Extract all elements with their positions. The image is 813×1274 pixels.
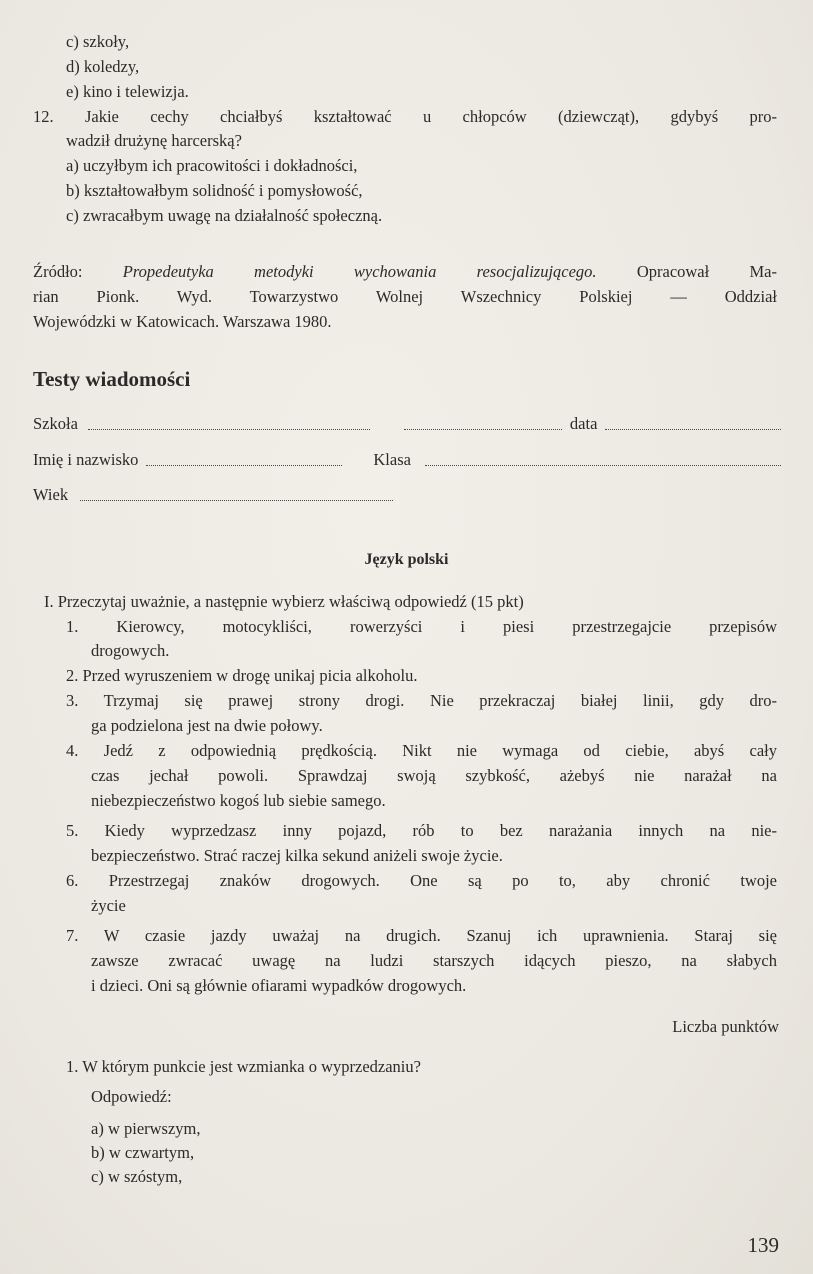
source-line-1: Źródło: Propedeutyka metodyki wychowania resocjalizującego. Opracował Ma- [33, 262, 777, 281]
passage-line: 6. Przestrzegaj znaków drogowych. One są po to, aby chronić twoje [66, 871, 777, 890]
passage-line: 1. Kierowcy, motocykliści, rowerzyści i piesi przestrzegajcie przepisów [66, 617, 777, 636]
form-row-school [33, 414, 781, 434]
name-label: Imię i nazwisko [33, 450, 139, 469]
age-field[interactable] [80, 500, 393, 501]
passage-line: czas jechał powoli. Sprawdzaj swoją szybkość, ażebyś nie narażał na [91, 766, 777, 785]
passage-line: 4. Jedź z odpowiednią prędkością. Nikt nie wymaga od ciebie, abyś cały [66, 741, 777, 760]
answer-option: b) kształtowałbym solidność i pomysłowość, [66, 181, 363, 200]
passage-line: drogowych. [91, 641, 170, 660]
points-label: Liczba punktów [672, 1017, 779, 1036]
school-field[interactable] [88, 429, 370, 430]
question-12-line-2: wadził drużynę harcerską? [66, 131, 242, 150]
date-label: data [569, 414, 598, 433]
source-line-2: rian Pionk. Wyd. Towarzystwo Wolnej Wszechnicy Polskiej — Oddział [33, 287, 777, 306]
answer-label: Odpowiedź: [91, 1087, 172, 1106]
answer-option: b) w czwartym, [91, 1143, 195, 1162]
instruction-text: I. Przeczytaj uważnie, a następnie wybierz właściwą odpowiedź (15 pkt) [44, 592, 524, 611]
passage-line: 2. Przed wyruszeniem w drogę unikaj picia alkoholu. [66, 666, 418, 685]
class-field[interactable] [425, 465, 781, 466]
section-heading: Testy wiadomości [33, 367, 191, 391]
list-item: d) koledzy, [66, 57, 140, 76]
passage-line: 5. Kiedy wyprzedzasz inny pojazd, rób to bez narażania innych na nie- [66, 821, 777, 840]
form-row-name [33, 450, 781, 470]
answer-option: c) w szóstym, [91, 1167, 183, 1186]
school-extra-field[interactable] [404, 429, 562, 430]
page-number: 139 [747, 1233, 779, 1257]
school-label: Szkoła [33, 414, 78, 433]
source-line-3: Wojewódzki w Katowicach. Warszawa 1980. [33, 312, 332, 331]
passage-line: bezpieczeństwo. Strać raczej kilka sekund aniżeli swoje życie. [91, 846, 503, 865]
passage-line: 3. Trzymaj się prawej strony drogi. Nie przekraczaj białej linii, gdy dro- [66, 691, 777, 710]
answer-option: a) w pierwszym, [91, 1119, 201, 1138]
class-label: Klasa [373, 450, 411, 469]
age-label: Wiek [33, 485, 69, 504]
passage-line: niebezpieczeństwo kogoś lub siebie samego. [91, 791, 386, 810]
date-field[interactable] [605, 429, 781, 430]
passage-line: 7. W czasie jazdy uważaj na drugich. Szanuj ich uprawnienia. Staraj się [66, 926, 777, 945]
list-item: e) kino i telewizja. [66, 82, 189, 101]
question-12-line-1: 12. Jakie cechy chciałbyś kształtować u chłopców (dziewcząt), gdybyś pro- [33, 107, 777, 126]
passage-line: i dzieci. Oni są głównie ofiarami wypadków drogowych. [91, 976, 467, 995]
subsection-heading: Język polski [364, 551, 449, 568]
answer-option: a) uczyłbym ich pracowitości i dokładności, [66, 156, 358, 175]
form-row-age [33, 485, 393, 505]
name-field[interactable] [146, 465, 342, 466]
passage-line: zawsze zwracać uwagę na ludzi starszych idących pieszo, na słabych [91, 951, 777, 970]
answer-option: c) zwracałbym uwagę na działalność społeczną. [66, 206, 383, 225]
list-item: c) szkoły, [66, 32, 130, 51]
passage-line: ga podzielona jest na dwie połowy. [91, 716, 323, 735]
passage-line: życie [91, 896, 126, 915]
question-1: 1. W którym punkcie jest wzmianka o wyprzedzaniu? [66, 1057, 421, 1076]
